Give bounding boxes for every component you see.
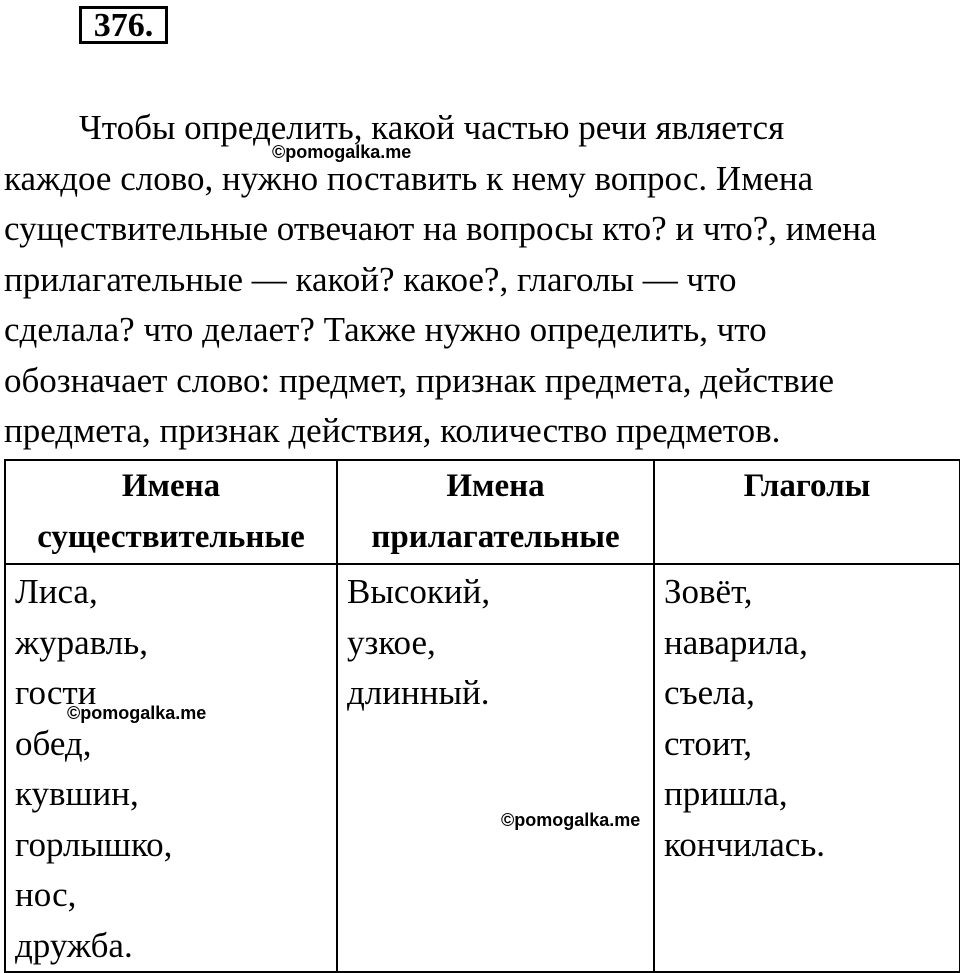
paragraph-line: предмета, признак действия, количество предметов.	[4, 411, 781, 450]
paragraph-line: обозначает слово: предмет, признак предмета, действие	[4, 360, 834, 400]
paragraph-line: существительные отвечают на вопросы кто? и что?, имена	[4, 209, 877, 248]
list-item: пришла,	[664, 774, 788, 813]
cell-verbs	[654, 564, 960, 972]
cell-adjectives	[337, 564, 654, 972]
list-item: журавль,	[15, 622, 148, 662]
watermark-top: ©pomogalka.me	[272, 142, 412, 162]
header-line: Имена	[121, 468, 221, 504]
list-item: гости	[15, 673, 97, 712]
list-item: стоит,	[664, 723, 753, 763]
header-line: Глаголы	[743, 468, 871, 504]
table-row	[5, 564, 960, 972]
list-item: Высокий,	[347, 572, 491, 611]
header-verbs	[654, 460, 960, 564]
paragraph-line: прилагательные — какой? какое?, глаголы — что	[4, 259, 737, 299]
list-item: горлышко,	[15, 824, 173, 864]
header-line: существительные	[37, 519, 305, 555]
list-item: дружба.	[15, 925, 133, 965]
header-line: прилагательные	[371, 519, 620, 555]
cell-nouns	[5, 564, 337, 972]
list-item: съела,	[664, 673, 755, 712]
instruction-paragraph	[4, 103, 959, 457]
list-item: кувшин,	[15, 774, 139, 813]
list-item: Зовёт,	[664, 572, 753, 611]
header-line: Имена	[446, 468, 545, 504]
paragraph-line: Чтобы определить, какой частью речи является	[79, 108, 785, 147]
header-nouns	[5, 460, 337, 564]
watermark-left: ©pomogalka.me	[67, 703, 207, 723]
list-item: обед,	[15, 723, 92, 763]
watermark-middle: ©pomogalka.me	[501, 810, 641, 830]
list-item: нос,	[15, 875, 77, 914]
paragraph-line: сделала? что делает? Также нужно определить, что	[4, 310, 767, 349]
list-item: Лиса,	[15, 572, 98, 611]
table-header-row	[5, 460, 960, 564]
list-item: кончилась.	[664, 824, 826, 864]
header-adjectives	[337, 460, 654, 564]
list-item: узкое,	[347, 622, 436, 662]
list-item: наварила,	[664, 622, 808, 662]
paragraph-line: каждое слово, нужно поставить к нему вопрос. Имена	[4, 158, 814, 198]
list-item: длинный.	[347, 673, 490, 712]
exercise-number: 376.	[79, 6, 168, 44]
